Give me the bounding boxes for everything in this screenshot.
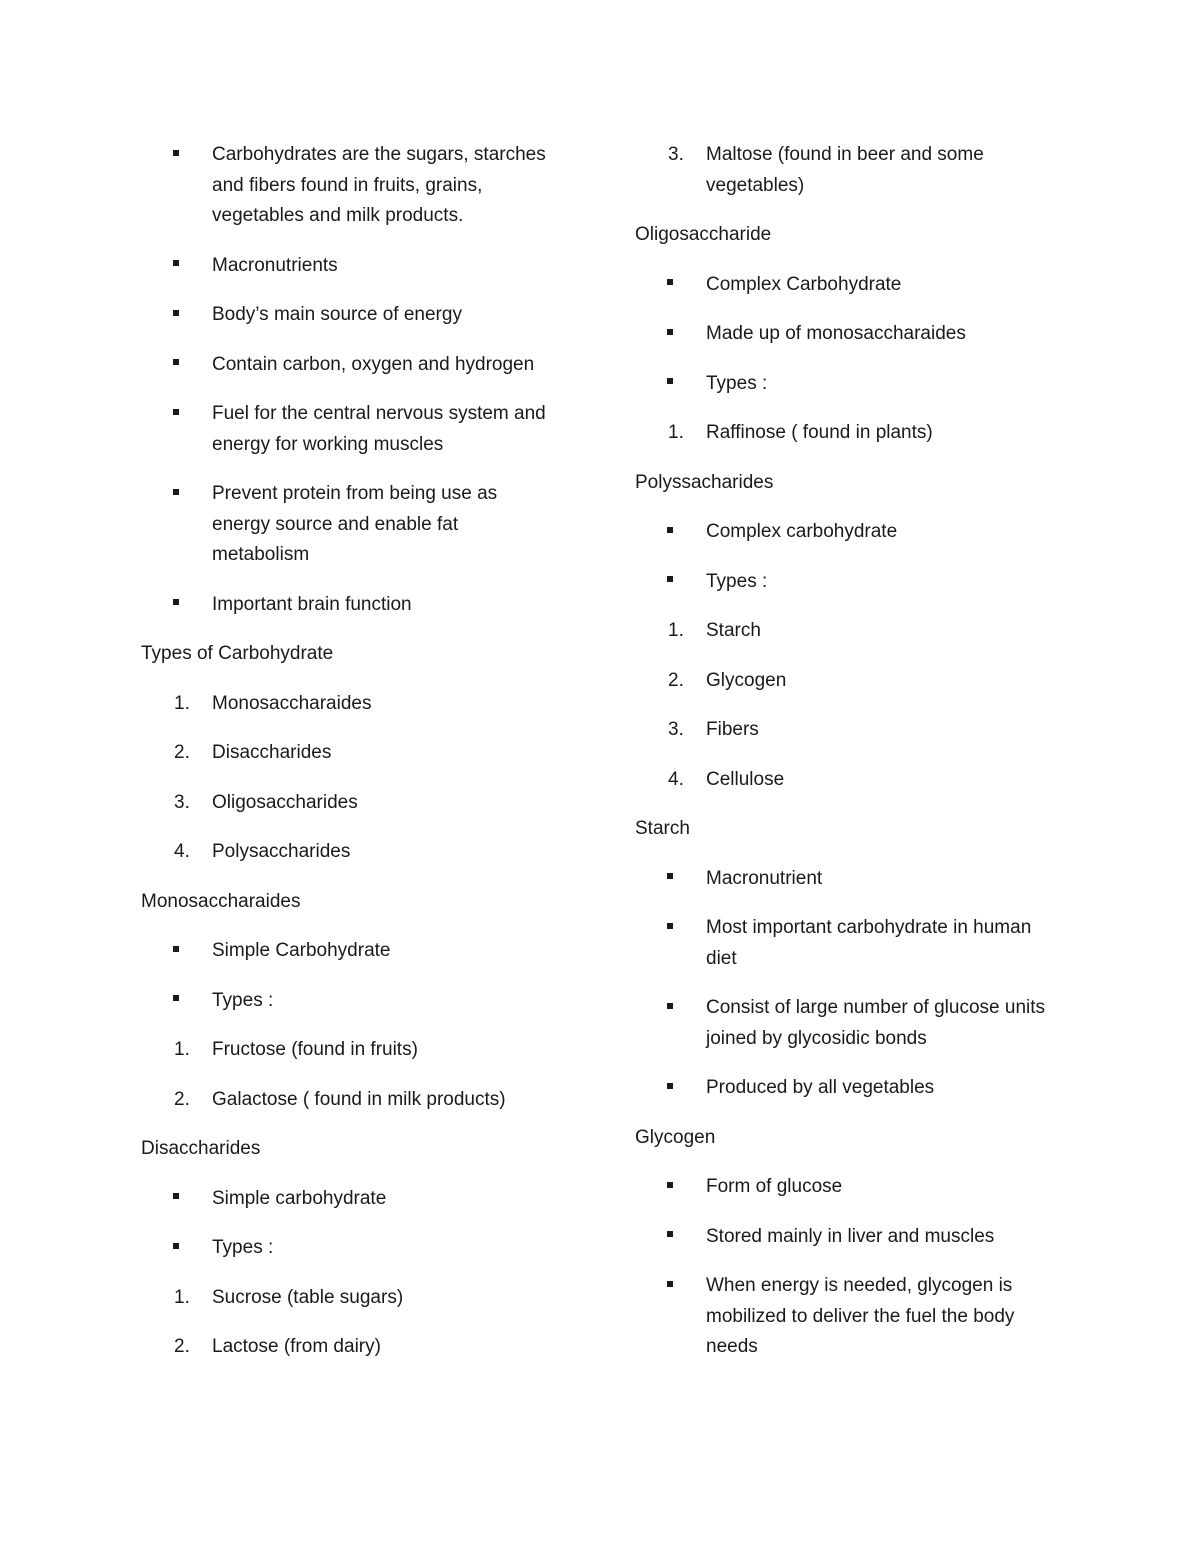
numbered-item bbox=[141, 738, 581, 769]
list-number: 1. bbox=[174, 692, 190, 714]
list-number: 4. bbox=[668, 768, 684, 790]
square-bullet-icon bbox=[635, 517, 706, 548]
square-bullet-glyph bbox=[173, 489, 179, 495]
item-text: Fibers bbox=[706, 719, 759, 740]
square-bullet-glyph bbox=[173, 409, 179, 415]
square-bullet-glyph bbox=[667, 527, 673, 533]
bullet-item bbox=[635, 517, 1075, 548]
list-number: 1. bbox=[668, 620, 684, 641]
square-bullet-icon bbox=[141, 936, 212, 967]
item-text: Maltose (found in beer and some vegetables) bbox=[706, 144, 984, 196]
bullet-item bbox=[141, 1233, 581, 1264]
item-text: When energy is needed, glycogen is mobilized to deliver the fuel the body needs bbox=[706, 1275, 1015, 1357]
square-bullet-icon bbox=[635, 864, 706, 895]
square-bullet-icon bbox=[141, 1184, 212, 1215]
square-bullet-icon bbox=[141, 479, 212, 510]
item-text: Simple carbohydrate bbox=[212, 1187, 387, 1209]
item-text: Form of glucose bbox=[706, 1176, 843, 1197]
numbered-item bbox=[141, 1332, 581, 1363]
bullet-item bbox=[635, 319, 1075, 350]
list-number: 3. bbox=[174, 791, 190, 813]
list-number: 1. bbox=[174, 1039, 190, 1060]
square-bullet-glyph bbox=[173, 150, 179, 156]
square-bullet-icon bbox=[635, 993, 706, 1024]
item-text: Types : bbox=[706, 570, 768, 592]
item-text: Disaccharides bbox=[212, 742, 332, 763]
square-bullet-icon bbox=[141, 251, 212, 282]
square-bullet-glyph bbox=[667, 378, 673, 384]
bullet-item bbox=[635, 993, 1075, 1054]
square-bullet-glyph bbox=[667, 279, 673, 285]
item-text: Carbohydrates are the sugars, starches and fibers found in fruits, grains, vegetables and milk products. bbox=[212, 144, 546, 226]
square-bullet-icon bbox=[635, 567, 706, 598]
list-number: 2. bbox=[174, 1336, 190, 1357]
square-bullet-glyph bbox=[173, 359, 179, 365]
numbered-item bbox=[141, 837, 581, 868]
item-text: Contain carbon, oxygen and hydrogen bbox=[212, 353, 535, 375]
bullet-item bbox=[635, 1222, 1075, 1253]
square-bullet-glyph bbox=[667, 923, 673, 929]
square-bullet-glyph bbox=[667, 873, 673, 879]
list-number: 1. bbox=[174, 1286, 190, 1308]
bullet-item bbox=[635, 864, 1075, 895]
bullet-item bbox=[141, 350, 581, 381]
section-heading-glycogen: Glycogen bbox=[635, 1126, 716, 1148]
square-bullet-icon bbox=[635, 1073, 706, 1104]
square-bullet-icon bbox=[635, 1271, 706, 1302]
square-bullet-glyph bbox=[173, 946, 179, 952]
bullet-item bbox=[141, 251, 581, 282]
item-text: Fructose (found in fruits) bbox=[212, 1039, 418, 1060]
square-bullet-glyph bbox=[173, 1193, 179, 1199]
bullet-item bbox=[635, 1073, 1075, 1104]
list-number: 4. bbox=[174, 841, 190, 862]
item-text: Made up of monosaccharaides bbox=[706, 323, 966, 344]
item-text: Lactose (from dairy) bbox=[212, 1336, 381, 1357]
section-heading-types-of-carbohydrate: Types of Carbohydrate bbox=[141, 643, 334, 664]
square-bullet-icon bbox=[635, 369, 706, 400]
square-bullet-icon bbox=[635, 270, 706, 301]
list-number: 2. bbox=[174, 1088, 190, 1110]
square-bullet-glyph bbox=[173, 310, 179, 316]
square-bullet-glyph bbox=[667, 576, 673, 582]
item-text: Most important carbohydrate in human diet bbox=[706, 917, 1032, 969]
square-bullet-icon bbox=[141, 350, 212, 381]
square-bullet-glyph bbox=[173, 260, 179, 266]
square-bullet-glyph bbox=[667, 1281, 673, 1287]
numbered-item bbox=[141, 689, 581, 720]
item-text: Body’s main source of energy bbox=[212, 304, 462, 325]
item-text: Consist of large number of glucose units joined by glycosidic bonds bbox=[706, 997, 1046, 1049]
bullet-item bbox=[141, 986, 581, 1017]
list-number: 3. bbox=[668, 144, 684, 165]
right-column bbox=[635, 140, 1075, 1382]
bullet-item bbox=[635, 1271, 1075, 1363]
item-text: Polysaccharides bbox=[212, 841, 351, 862]
item-text: Complex Carbohydrate bbox=[706, 273, 902, 295]
bullet-item bbox=[141, 1184, 581, 1215]
square-bullet-icon bbox=[635, 319, 706, 350]
item-text: Types : bbox=[212, 989, 274, 1011]
section-heading-starch: Starch bbox=[635, 818, 690, 839]
square-bullet-glyph bbox=[173, 995, 179, 1001]
bullet-item bbox=[141, 479, 581, 571]
item-text: Types : bbox=[212, 1237, 274, 1258]
bullet-item bbox=[141, 936, 581, 967]
item-text: Galactose ( found in milk products) bbox=[212, 1088, 506, 1110]
bullet-item bbox=[635, 913, 1075, 974]
bullet-item bbox=[141, 140, 581, 232]
numbered-item bbox=[141, 1283, 581, 1314]
square-bullet-icon bbox=[141, 1233, 212, 1264]
list-number: 2. bbox=[174, 742, 190, 763]
bullet-item bbox=[141, 399, 581, 460]
section-heading-oligosaccharide: Oligosaccharide bbox=[635, 224, 772, 245]
square-bullet-icon bbox=[635, 1222, 706, 1253]
numbered-item bbox=[635, 418, 1075, 449]
numbered-item bbox=[635, 715, 1075, 746]
square-bullet-glyph bbox=[173, 1243, 179, 1249]
item-text: Macronutrients bbox=[212, 254, 338, 276]
numbered-item bbox=[635, 765, 1075, 796]
numbered-item bbox=[141, 788, 581, 819]
square-bullet-icon bbox=[635, 913, 706, 944]
list-number: 2. bbox=[668, 669, 684, 691]
numbered-item bbox=[635, 616, 1075, 647]
item-text: Monosaccharaides bbox=[212, 692, 372, 714]
bullet-item bbox=[635, 270, 1075, 301]
item-text: Macronutrient bbox=[706, 867, 823, 889]
item-text: Prevent protein from being use as energy source and enable fat metabolism bbox=[212, 483, 498, 565]
square-bullet-glyph bbox=[667, 1231, 673, 1237]
item-text: Oligosaccharides bbox=[212, 791, 358, 813]
item-text: Sucrose (table sugars) bbox=[212, 1286, 404, 1308]
left-column bbox=[141, 140, 581, 1382]
square-bullet-icon bbox=[635, 1172, 706, 1203]
item-text: Raffinose ( found in plants) bbox=[706, 422, 933, 443]
square-bullet-glyph bbox=[667, 1182, 673, 1188]
item-text: Complex carbohydrate bbox=[706, 521, 898, 542]
item-text: Types : bbox=[706, 372, 768, 394]
square-bullet-glyph bbox=[173, 599, 179, 605]
section-heading-disaccharides: Disaccharides bbox=[141, 1138, 261, 1159]
list-number: 1. bbox=[668, 422, 684, 443]
section-heading-monosaccharaides: Monosaccharaides bbox=[141, 890, 301, 912]
item-text: Cellulose bbox=[706, 768, 785, 790]
numbered-item bbox=[141, 1035, 581, 1066]
square-bullet-icon bbox=[141, 300, 212, 331]
list-number: 3. bbox=[668, 719, 684, 740]
item-text: Simple Carbohydrate bbox=[212, 940, 391, 961]
section-heading-polyssacharides: Polyssacharides bbox=[635, 471, 774, 493]
bullet-item bbox=[635, 369, 1075, 400]
square-bullet-icon bbox=[141, 590, 212, 621]
numbered-item bbox=[141, 1085, 581, 1116]
square-bullet-glyph bbox=[667, 329, 673, 335]
item-text: Fuel for the central nervous system and energy for working muscles bbox=[212, 403, 546, 455]
square-bullet-icon bbox=[141, 140, 212, 171]
bullet-item bbox=[141, 300, 581, 331]
item-text: Produced by all vegetables bbox=[706, 1077, 935, 1098]
bullet-item bbox=[635, 1172, 1075, 1203]
numbered-item bbox=[635, 666, 1075, 697]
bullet-item bbox=[141, 590, 581, 621]
item-text: Starch bbox=[706, 620, 761, 641]
bullet-item bbox=[635, 567, 1075, 598]
item-text: Important brain function bbox=[212, 593, 412, 615]
item-text: Stored mainly in liver and muscles bbox=[706, 1225, 995, 1247]
numbered-item bbox=[635, 140, 1075, 201]
item-text: Glycogen bbox=[706, 669, 787, 691]
square-bullet-icon bbox=[141, 399, 212, 430]
square-bullet-icon bbox=[141, 986, 212, 1017]
square-bullet-glyph bbox=[667, 1083, 673, 1089]
square-bullet-glyph bbox=[667, 1003, 673, 1009]
